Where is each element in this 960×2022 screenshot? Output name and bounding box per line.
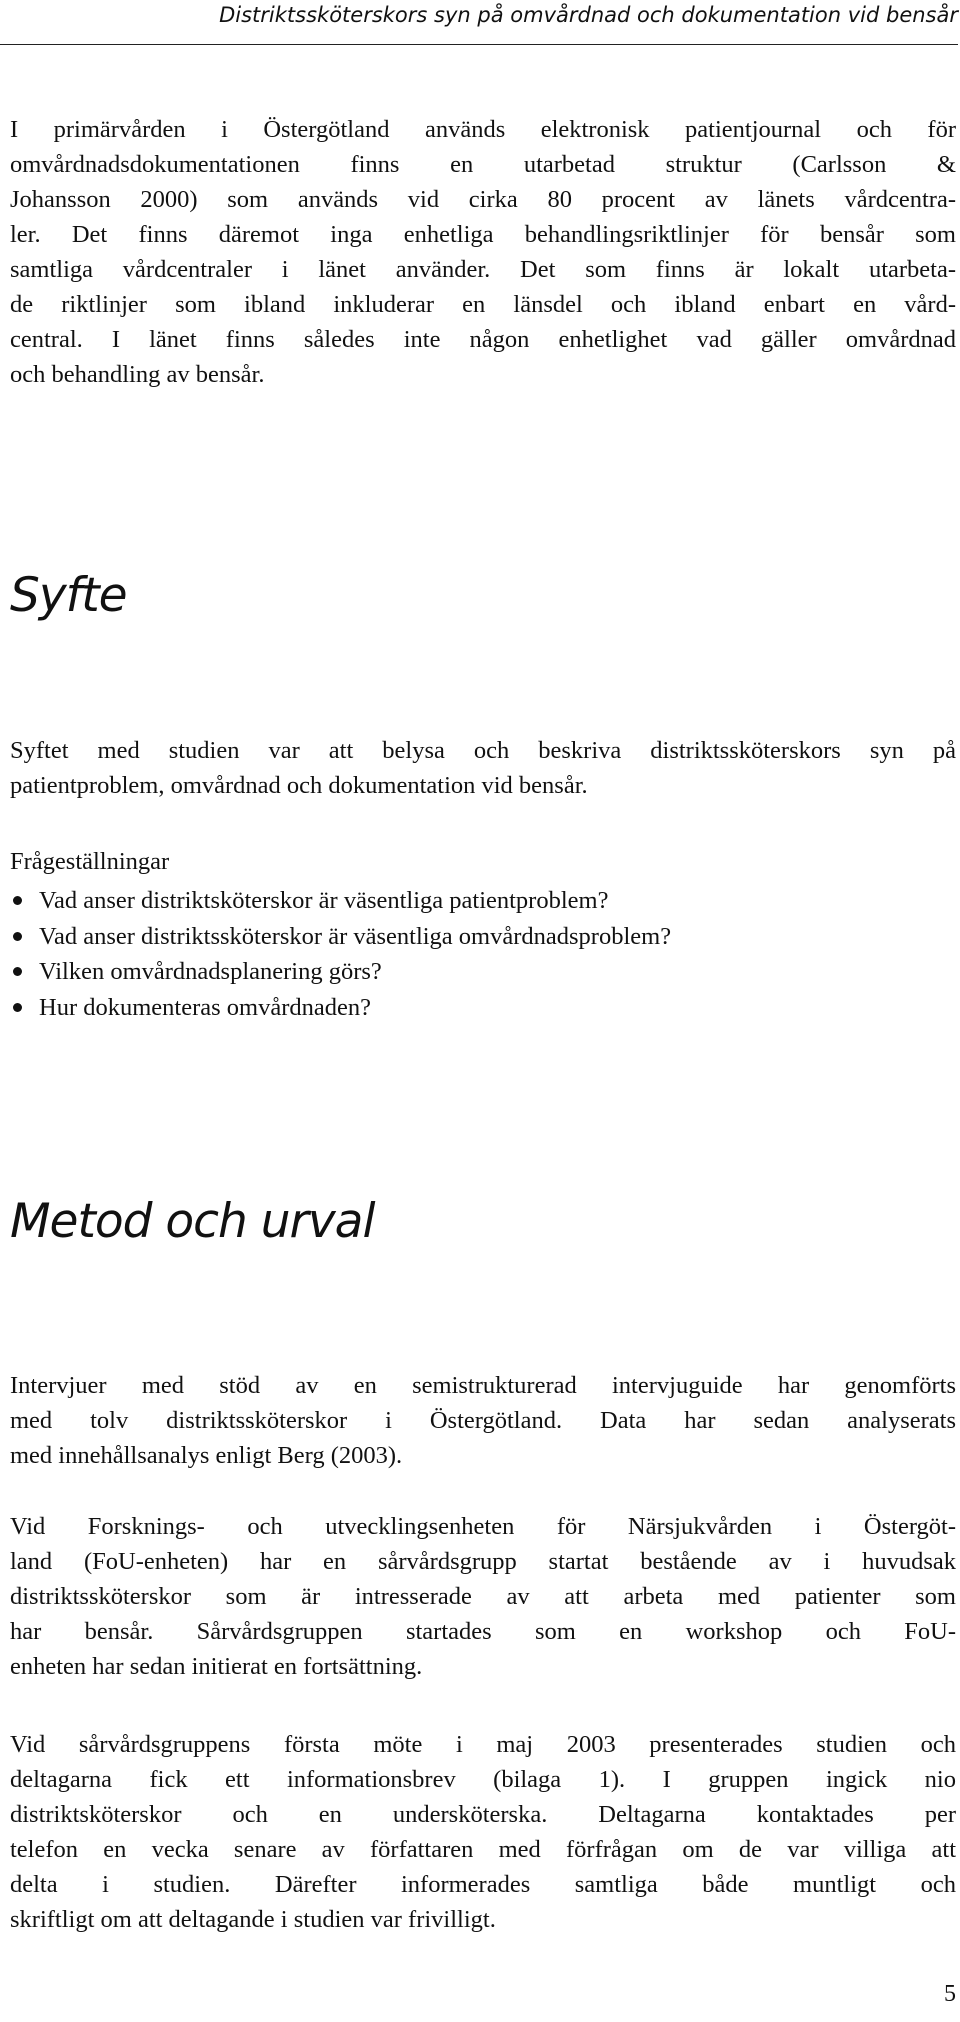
- metod-line: Intervjuer med stöd av en semistrukturerad intervjuguide har genomförts: [10, 1372, 956, 1399]
- metod-line: Vid sårvårdsgruppens första möte i maj 2003 presenterades studien och: [10, 1731, 956, 1758]
- bullet-icon: [13, 967, 22, 976]
- metod-line: skriftligt om att deltagande i studien var frivilligt.: [10, 1906, 496, 1933]
- bullet-icon: [13, 1003, 22, 1012]
- list-item: [10, 919, 671, 955]
- intro-line: Johansson 2000) som används vid cirka 80 procent av länets vårdcentra-: [10, 186, 956, 213]
- metod-line: distriktsköterskor och en undersköterska. Deltagarna kontaktades per: [10, 1801, 956, 1828]
- bullet-icon: [13, 932, 22, 941]
- metod-line: enheten har sedan initierat en fortsättning.: [10, 1653, 423, 1680]
- metod-paragraph-2: [10, 1509, 956, 1684]
- metod-line: distriktssköterskor som är intresserade av att arbeta med patienter som: [10, 1583, 956, 1610]
- metod-paragraph-3: [10, 1727, 956, 1937]
- intro-line: ler. Det finns däremot inga enhetliga behandlingsriktlinjer för bensår som: [10, 221, 956, 248]
- questions-list: [10, 883, 671, 1025]
- section-heading-metod: Metod och urval: [10, 1194, 375, 1249]
- list-item: [10, 954, 671, 990]
- section-heading-syfte: Syfte: [10, 568, 127, 623]
- metod-line: telefon en vecka senare av författaren med förfrågan om de var villiga att: [10, 1836, 956, 1863]
- metod-line: delta i studien. Därefter informerades samtliga både muntligt och: [10, 1871, 956, 1898]
- questions-label: [10, 844, 956, 879]
- question-text: Vilken omvårdnadsplanering görs?: [39, 958, 382, 985]
- metod-paragraph-1: [10, 1368, 956, 1473]
- intro-line: I primärvården i Östergötland används elektronisk patientjournal och för: [10, 116, 956, 143]
- questions-label-text: Frågeställningar: [10, 848, 170, 875]
- question-text: Vad anser distriktsköterskor är väsentliga patientproblem?: [39, 887, 609, 914]
- list-item: [10, 883, 671, 919]
- bullet-icon: [13, 896, 22, 905]
- metod-line: har bensår. Sårvårdsgruppen startades som en workshop och FoU-: [10, 1618, 956, 1645]
- syfte-line: Syftet med studien var att belysa och beskriva distriktssköterskors syn på: [10, 737, 956, 764]
- intro-paragraph: [10, 112, 956, 392]
- intro-line: samtliga vårdcentraler i länet använder. Det som finns är lokalt utarbeta-: [10, 256, 956, 283]
- question-text: Hur dokumenteras omvårdnaden?: [39, 993, 371, 1021]
- page-number: 5: [944, 1981, 956, 2007]
- intro-line: de riktlinjer som ibland inkluderar en länsdel och ibland enbart en vård-: [10, 291, 956, 318]
- metod-line: land (FoU-enheten) har en sårvårdsgrupp startat bestående av i huvudsak: [10, 1548, 956, 1575]
- running-title: Distriktssköterskors syn på omvårdnad och dokumentation vid bensår: [219, 3, 958, 27]
- syfte-paragraph: [10, 733, 956, 803]
- metod-line: med innehållsanalys enligt Berg (2003).: [10, 1442, 403, 1469]
- metod-line: med tolv distriktssköterskor i Östergötland. Data har sedan analyserats: [10, 1407, 956, 1434]
- intro-line: omvårdnadsdokumentationen finns en utarbetad struktur (Carlsson &: [10, 151, 956, 178]
- question-text: Vad anser distriktssköterskor är väsentliga omvårdnadsproblem?: [39, 922, 672, 950]
- intro-line: och behandling av bensår.: [10, 361, 265, 388]
- list-item: [10, 990, 671, 1026]
- metod-line: deltagarna fick ett informationsbrev (bilaga 1). I gruppen ingick nio: [10, 1766, 956, 1793]
- syfte-line: patientproblem, omvårdnad och dokumentation vid bensår.: [10, 772, 588, 799]
- metod-line: Vid Forsknings- och utvecklingsenheten för Närsjukvården i Östergöt-: [10, 1513, 956, 1540]
- intro-line: central. I länet finns således inte någon enhetlighet vad gäller omvårdnad: [10, 326, 956, 353]
- running-header: [0, 0, 958, 45]
